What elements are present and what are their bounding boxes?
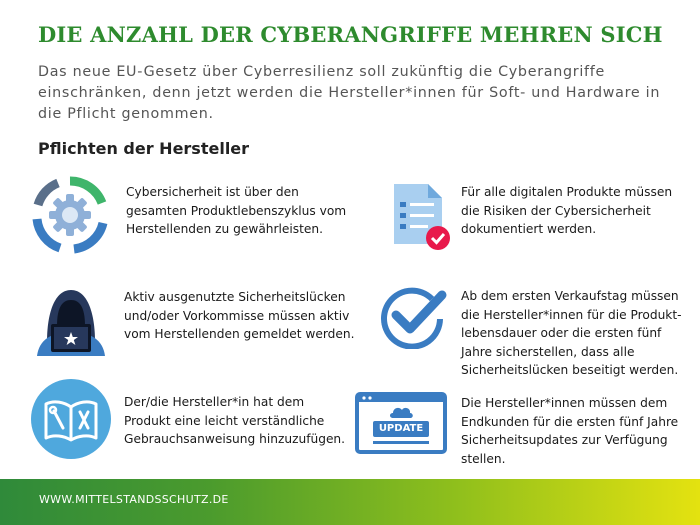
manual-book-icon	[30, 378, 112, 460]
footer-website-link[interactable]: WWW.MITTELSTANDSSCHUTZ.DE	[39, 493, 229, 506]
item-updates-text: Die Hersteller*innen müssen dem Endkunden für die ersten fünf Jahre Sicherheitsupdates zur Verfügung stellen.	[461, 396, 679, 466]
checkmark-circle-icon	[378, 283, 448, 349]
item-manual-text: Der/die Hersteller*in hat dem Produkt eine leicht verständliche Gebrauchsanweisung hinzuzufügen.	[124, 395, 346, 446]
intro-text: Das neue EU-Gesetz über Cyberresilienz soll zukünftig die Cyberangriffe einschränken, denn jetzt werden die Hersteller*innen für Soft- und Hardware in die Pflicht genommen.	[38, 64, 661, 122]
item-patching-text: Ab dem ersten Verkaufstag müssen die Hersteller*innen für die Produkt- lebensdauer oder die ersten fünf Jahre sicherstellen, dass alle Sicherheitslücken beseitigt werden.	[461, 289, 682, 377]
item-lifecycle-text: Cybersicherheit ist über den gesamten Produktlebenszyklus vom Herstellenden zu gewährleisten.	[126, 185, 347, 236]
hacker-icon	[31, 282, 111, 356]
gear-cycle-icon	[30, 175, 110, 255]
update-label: UPDATE	[378, 423, 424, 434]
footer-bar	[0, 479, 700, 525]
page-title: DIE ANZAHL DER CYBERANGRIFFE MEHREN SICH	[38, 22, 663, 47]
item-documentation-text: Für alle digitalen Produkte müssen die Risiken der Cybersicherheit dokumentiert werden.	[461, 185, 673, 236]
update-screen-icon	[355, 392, 447, 454]
section-heading: Pflichten der Hersteller	[38, 139, 250, 158]
document-check-icon	[388, 182, 456, 254]
item-reporting-text: Aktiv ausgenutzte Sicherheitslücken und/oder Vorkommisse müssen aktiv vom Herstellenden gemeldet werden.	[124, 290, 355, 341]
